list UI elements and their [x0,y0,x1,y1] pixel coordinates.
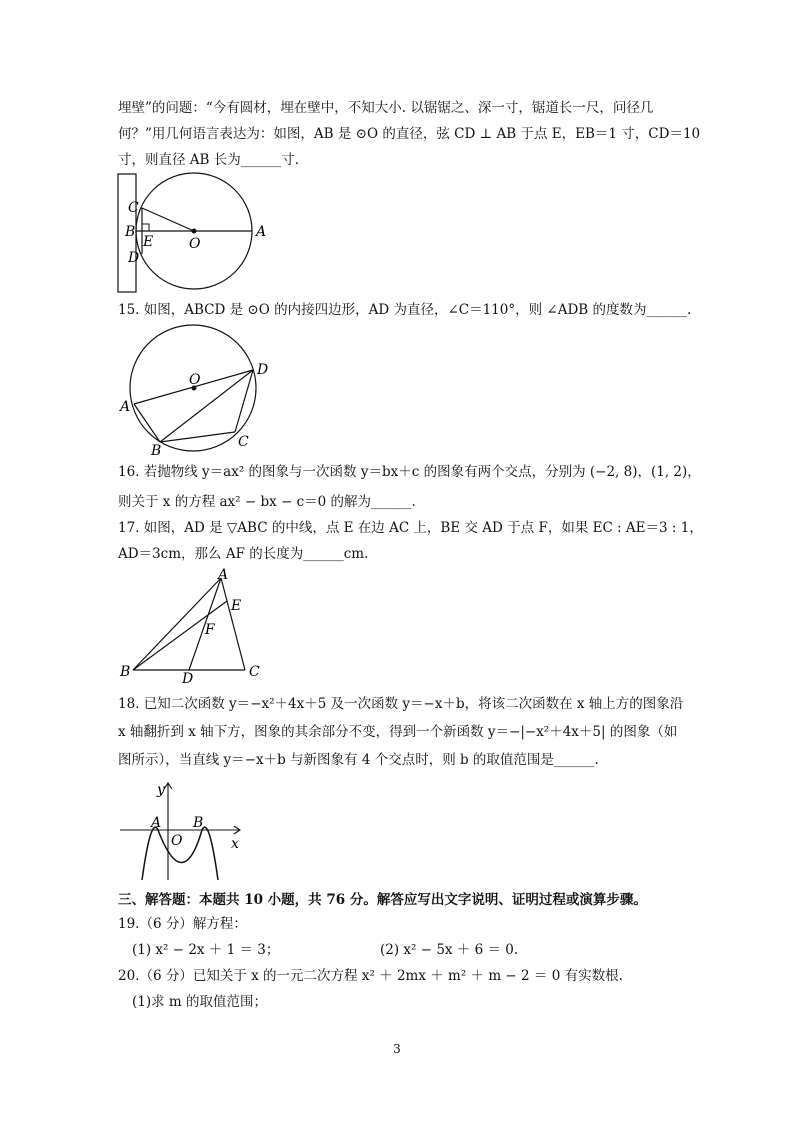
label-e: E [143,234,154,250]
label-d: D [182,671,194,686]
q19-part-1: (1) x² − 2x ＋ 1 ＝ 3； [132,942,280,958]
label-b: B [151,443,162,457]
q18-figure [115,775,255,885]
label-a: A [218,567,229,583]
center-point [192,229,197,234]
label-f: F [205,622,215,638]
label-a: A [120,399,131,415]
label-o: O [189,372,201,388]
label-b: B [120,664,131,680]
q17-line-1: 17. 如图，AD 是 ▽ABC 的中线，点 E 在边 AC 上，BE 交 AD 于点 F，如果 EC : AE＝3 : 1， [118,520,703,536]
q15-figure [115,322,280,457]
label-b: B [193,815,204,831]
q18-line-2: x 轴翻折到 x 轴下方，图象的其余部分不变，得到一个新函数 y＝−|−x²＋4x＋5| 的图象（如 [118,724,678,740]
label-a: A [256,224,267,240]
label-c: C [128,200,139,216]
label-y: y [157,782,165,798]
q14-line-1: 埋壁”的问题：“今有圆材，埋在壁中，不知大小. 以锯锯之、深一寸，锯道长一尺，问径几 [118,100,654,116]
q16-line-1: 16. 若抛物线 y＝ax² 的图象与一次函数 y＝bx＋c 的图象有两个交点，分别为 (−2, 8)，(1, 2)， [118,464,701,480]
q20-part-1: (1)求 m 的取值范围； [132,994,268,1010]
q20-line-1: 20.（6 分）已知关于 x 的一元二次方程 x² ＋ 2mx ＋ m² ＋ m − 2 ＝ 0 有实数根. [118,968,623,984]
label-d: D [257,362,269,378]
q19-line-1: 19.（6 分）解方程： [118,916,247,932]
section-3-title: 三、解答题：本题共 10 小题，共 76 分。解答应写出文字说明、证明过程或演算步骤。 [118,892,647,908]
label-b: B [125,224,136,240]
label-o: O [189,236,201,252]
side-ab [134,404,160,442]
q14-line-3: 寸，则直径 AB 长为______寸. [118,152,300,168]
label-x: x [231,836,239,852]
q19-part-2: (2) x² − 5x ＋ 6 ＝ 0. [380,942,519,958]
label-c: C [249,664,260,680]
segment-co [142,208,194,231]
q16-line-2: 则关于 x 的方程 ax² − bx − c＝0 的解为______. [118,494,416,510]
side-cd [235,370,253,432]
q18-line-3: 图所示），当直线 y＝−x＋b 与新图象有 4 个交点时，则 b 的取值范围是______. [118,752,599,768]
label-c: C [238,434,249,450]
q18-line-1: 18. 已知二次函数 y＝−x²＋4x＋5 及一次函数 y＝−x＋b，将该二次函数在 x 轴上方的图象沿 [118,696,684,712]
q17-figure [115,566,265,686]
label-o: O [171,833,183,849]
q14-line-2: 何？”用几何语言表达为：如图，AB 是 ⊙O 的直径，弦 CD ⊥ AB 于点 E，EB＝1 寸，CD＝10 [118,126,701,142]
label-d: D [128,250,140,266]
q17-line-2: AD＝3cm，那么 AF 的长度为______cm. [118,546,369,562]
side-ac [221,578,245,670]
label-e: E [231,598,242,614]
q14-figure [110,172,280,297]
label-a: A [151,815,162,831]
page-number: 3 [393,1042,401,1056]
right-angle-mark [142,224,149,231]
q15-line-1: 15. 如图，ABCD 是 ⊙O 的内接四边形，AD 为直径，∠C＝110°，则 ∠ADB 的度数为______. [118,302,692,318]
